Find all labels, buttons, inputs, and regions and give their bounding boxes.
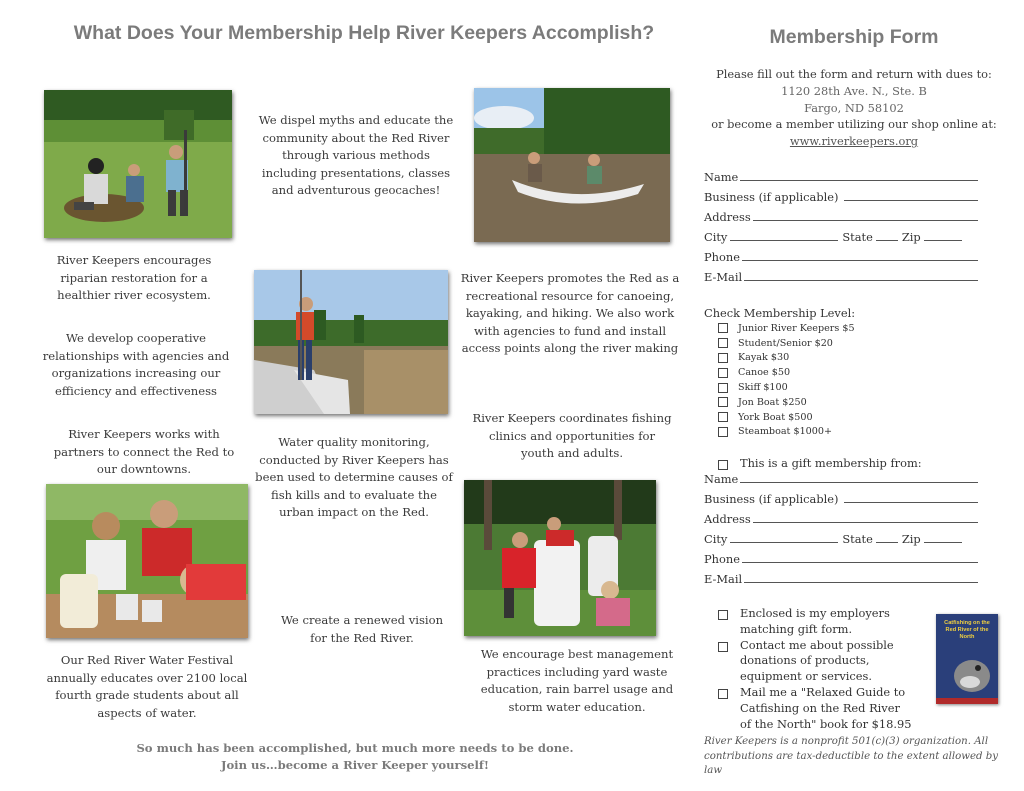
checkbox-icon	[718, 323, 728, 333]
page-title: What Does Your Membership Help River Keepers Accomplish?	[73, 22, 655, 44]
mailing-address-line-2: Fargo, ND 58102	[804, 100, 904, 115]
blurb-best-management: We encourage best management practices including yard waste education, rain barrel usage and storm water education.	[480, 647, 674, 714]
catfishing-book-cover	[936, 614, 998, 704]
level-jon-boat-checkbox[interactable]: Jon Boat $250	[718, 395, 918, 410]
level-kayak-checkbox[interactable]: Kayak $30	[718, 351, 918, 366]
checkbox-icon	[718, 368, 728, 378]
membership-level-heading: Check Membership Level:	[704, 306, 856, 320]
gift-address-field[interactable]: Address	[704, 506, 978, 526]
email-field[interactable]: E-Mail	[704, 264, 978, 284]
checkbox-icon	[718, 427, 728, 437]
city-state-zip-field[interactable]: City State Zip	[704, 224, 978, 244]
blurb-renewed-vision: We create a renewed vision for the Red River.	[280, 613, 444, 645]
blurb-water-quality: Water quality monitoring, conducted by River Keepers has been used to determine causes of fish kills and to evaluate the urban impact on the Red.	[255, 435, 453, 519]
footer-line-1: So much has been accomplished, but much more needs to be done.	[136, 741, 574, 755]
book-title: Catfishing on the Red River of the North	[944, 620, 990, 640]
photo-water-monitoring	[254, 270, 448, 414]
checkbox-icon	[718, 338, 728, 348]
intro-line-1: Please fill out the form and return with dues to:	[716, 67, 992, 81]
gift-email-field[interactable]: E-Mail	[704, 566, 978, 586]
footer-line-2: Join us…become a River Keeper yourself!	[220, 758, 490, 772]
checkbox-icon	[718, 397, 728, 407]
level-junior-checkbox[interactable]: Junior River Keepers $5	[718, 321, 918, 336]
checkbox-icon	[718, 383, 728, 393]
checkbox-icon	[718, 642, 728, 652]
level-steamboat-checkbox[interactable]: Steamboat $1000+	[718, 425, 918, 440]
blurb-recreational-resource: River Keepers promotes the Red as a recreational resource for canoeing, kayaking, and hiking. We also work with agencies to fund and install access points along the river making	[460, 271, 680, 355]
checkbox-icon	[718, 689, 728, 699]
gift-name-field[interactable]: Name	[704, 466, 978, 486]
additional-options	[718, 606, 914, 732]
matching-gift-checkbox[interactable]: Enclosed is my employers matching gift form.	[718, 606, 914, 638]
membership-levels	[718, 321, 918, 439]
catfishing-book-checkbox[interactable]: Mail me a "Relaxed Guide to Catfishing on the Red River of the North" book for $18.95	[718, 685, 914, 732]
blurb-dispel-myths: We dispel myths and educate the community about the Red River through various methods including presentations, classes and adventurous geocaches!	[258, 113, 454, 197]
name-field[interactable]: Name	[704, 164, 978, 184]
catfish-icon	[936, 644, 998, 704]
website-link[interactable]: www.riverkeepers.org	[789, 134, 919, 149]
member-fields	[704, 164, 978, 284]
gift-city-state-zip-field[interactable]: City State Zip	[704, 526, 978, 546]
level-student-checkbox[interactable]: Student/Senior $20	[718, 336, 918, 351]
blurb-riparian-restoration: River Keepers encourages riparian restoration for a healthier river ecosystem.	[56, 253, 212, 302]
level-skiff-checkbox[interactable]: Skiff $100	[718, 380, 918, 395]
phone-field[interactable]: Phone	[704, 244, 978, 264]
blurb-cooperative-relationships: We develop cooperative relationships with agencies and organizations increasing our efficiency and effectiveness	[42, 331, 230, 398]
gift-phone-field[interactable]: Phone	[704, 546, 978, 566]
photo-water-festival	[46, 484, 248, 638]
address-field[interactable]: Address	[704, 204, 978, 224]
intro-line-2: or become a member utilizing our shop online at:	[711, 117, 997, 132]
footer-call-to-action	[40, 740, 670, 774]
gift-fields	[704, 466, 978, 586]
checkbox-icon	[718, 610, 728, 620]
photo-canoe	[474, 88, 670, 242]
form-intro	[704, 66, 1004, 150]
blurb-fishing-clinics: River Keepers coordinates fishing clinics and opportunities for youth and adults.	[472, 411, 672, 460]
business-field[interactable]: Business (if applicable)	[704, 184, 978, 204]
photo-rain-barrels	[464, 480, 656, 636]
level-york-boat-checkbox[interactable]: York Boat $500	[718, 410, 918, 425]
blurb-water-festival: Our Red River Water Festival annually educates over 2100 local fourth grade students about all aspects of water.	[46, 653, 248, 720]
gift-membership-checkbox[interactable]: This is a gift membership from:	[718, 456, 922, 472]
mailing-address-line-1: 1120 28th Ave. N., Ste. B	[781, 83, 927, 98]
checkbox-icon	[718, 353, 728, 363]
level-canoe-checkbox[interactable]: Canoe $50	[718, 365, 918, 380]
contact-donations-checkbox[interactable]: Contact me about possible donations of products, equipment or services.	[718, 638, 914, 685]
gift-business-field[interactable]: Business (if applicable)	[704, 486, 978, 506]
checkbox-icon	[718, 412, 728, 422]
photo-riparian-planting	[44, 90, 232, 238]
tax-disclaimer: River Keepers is a nonprofit 501(c)(3) organization. All contributions are tax-deductible to the extent allowed by law	[704, 736, 999, 776]
blurb-partners-downtowns: River Keepers works with partners to connect the Red to our downtowns.	[53, 427, 235, 476]
form-title: Membership Form	[769, 26, 939, 48]
